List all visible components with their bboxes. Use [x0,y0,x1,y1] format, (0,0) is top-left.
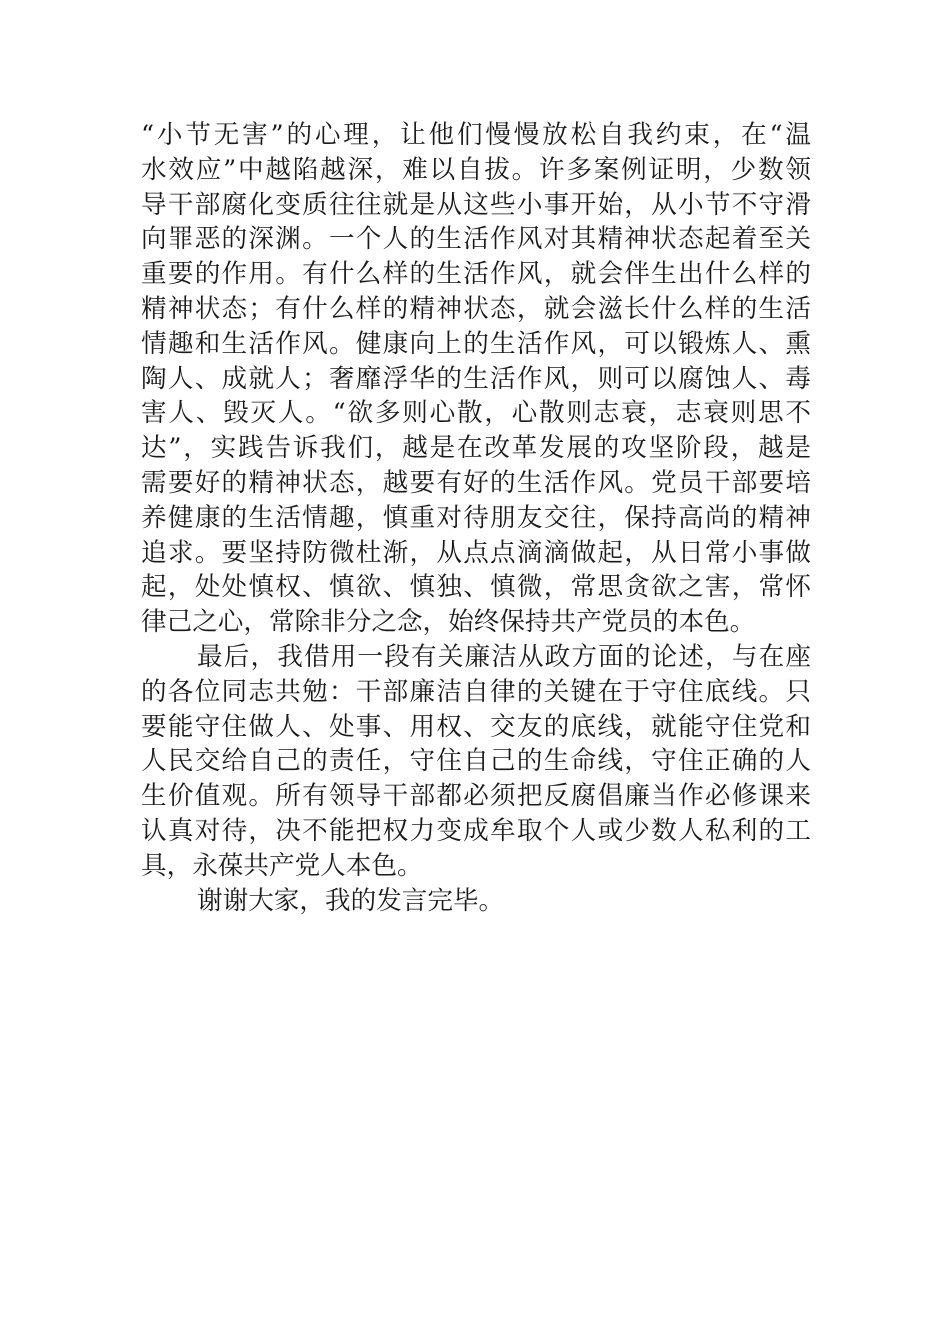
text-line: 律己之心，常除非分之念，始终保持共产党员的本色。 [141,607,756,638]
text-line: 向罪恶的深渊。一个人的生活作风对其精神状态起着至关 [141,224,811,255]
text-line: 精神状态；有什么样的精神状态，就会滋长什么样的生活 [141,293,811,324]
text-line: 要能守住做人、处事、用权、交友的底线，就能守住党和 [141,711,811,742]
text-line: 水效应”中越陷越深，难以自拔。许多案例证明，少数领 [141,154,811,185]
text-line: 需要好的精神状态，越要有好的生活作风。党员干部要培 [141,467,811,498]
text-line-paragraph-start: 最后，我借用一段有关廉洁从政方面的论述，与在座 [197,641,811,672]
text-line: 人民交给自己的责任，守住自己的生命线，守住正确的人 [141,746,811,777]
text-line: 生价值观。所有领导干部都必须把反腐倡廉当作必修课来 [141,781,811,812]
text-line: 起，处处慎权、慎欲、慎独、慎微，常思贪欲之害，常怀 [141,572,811,603]
text-line: 达”，实践告诉我们，越是在改革发展的攻坚阶段，越是 [141,433,811,464]
text-line: 重要的作用。有什么样的生活作风，就会伴生出什么样的 [141,259,811,290]
text-line: 追求。要坚持防微杜渐，从点点滴滴做起，从日常小事做 [141,537,811,568]
text-line: 陶人、成就人；奢靡浮华的生活作风，则可以腐蚀人、毒 [141,363,811,394]
closing-line: 谢谢大家，我的发言完毕。 [197,885,505,916]
document-body [141,118,811,918]
text-line: 养健康的生活情趣，慎重对待朋友交往，保持高尚的精神 [141,502,811,533]
text-line: 的各位同志共勉：干部廉洁自律的关键在于守住底线。只 [141,676,811,707]
text-line: 害人、毁灭人。“欲多则心散，心散则志衰，志衰则思不 [141,398,811,429]
text-line: 具，永葆共产党人本色。 [141,850,423,881]
text-line: 认真对待，决不能把权力变成牟取个人或少数人私利的工 [141,815,811,846]
text-line: 情趣和生活作风。健康向上的生活作风，可以锻炼人、熏 [141,328,811,359]
text-line: 导干部腐化变质往往就是从这些小事开始，从小节不守滑 [141,189,811,220]
text-line: “小节无害”的心理，让他们慢慢放松自我约束，在“温 [141,120,811,150]
